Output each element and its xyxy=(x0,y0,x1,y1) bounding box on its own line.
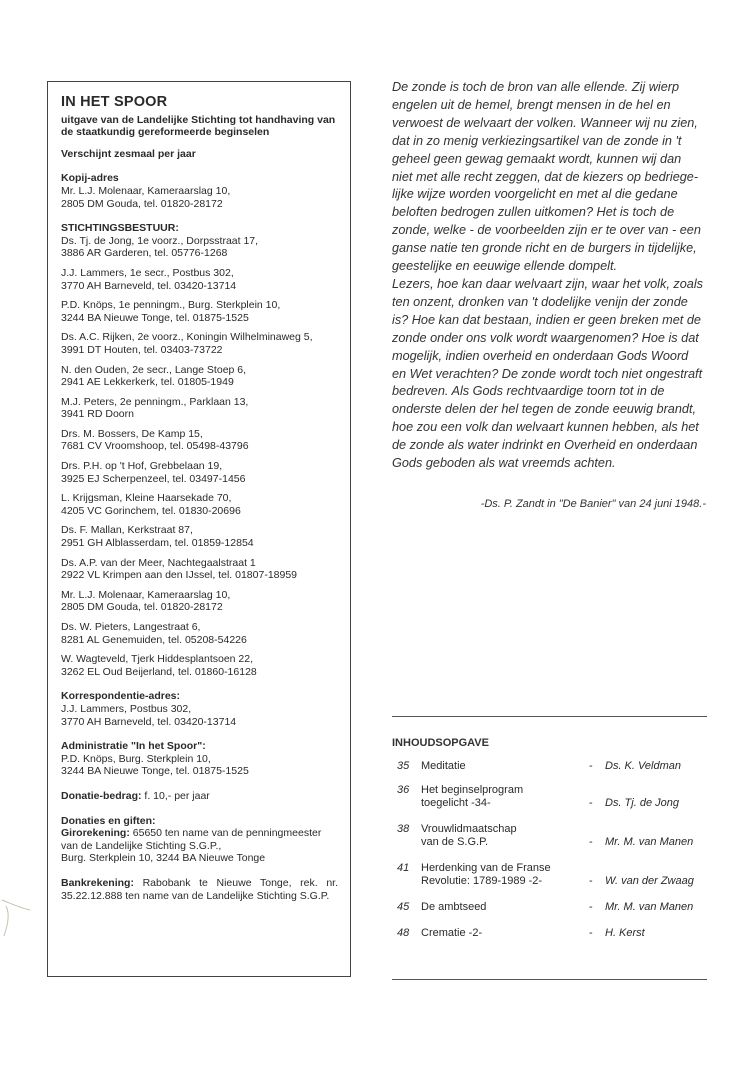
board-member xyxy=(61,460,338,485)
donation-label: Donatie-bedrag: xyxy=(61,789,142,802)
board-section xyxy=(61,222,338,678)
toc-page: 36 xyxy=(397,784,410,796)
member-line1: Drs. M. Bossers, De Kamp 15, xyxy=(61,427,203,440)
toc-entry xyxy=(392,927,712,951)
quote-line: beloften bedrogen zullen uitkomen? Het is toch de xyxy=(392,205,675,220)
administration-address xyxy=(61,740,338,778)
toc-author: Mr. M. van Manen xyxy=(605,836,694,848)
quote-attribution: -Ds. P. Zandt in "De Banier" van 24 juni 1948.- xyxy=(480,498,706,510)
member-line1: P.D. Knöps, 1e penningm., Burg. Sterkplein 10, xyxy=(61,299,281,312)
toc-author: Mr. M. van Manen xyxy=(605,901,694,913)
toc-dash: - xyxy=(589,875,593,887)
correspondence-heading: Korrespondentie-adres: xyxy=(61,690,181,703)
toc-title: De ambtseed xyxy=(421,901,487,913)
member-line2: 8281 AL Genemuiden, tel. 05208-54226 xyxy=(61,633,247,646)
toc-title-line1: Het beginselprogram xyxy=(421,784,524,796)
kopij-line1: Mr. L.J. Molenaar, Kameraarslag 10, xyxy=(61,184,231,197)
toc-title: Meditatie xyxy=(421,760,466,772)
member-line1: L. Krijgsman, Kleine Haarsekade 70, xyxy=(61,492,232,505)
quote-line: is? Hoe kan dat bestaan, indien er geen breken met de xyxy=(392,312,701,327)
toc-entry xyxy=(392,862,712,901)
quote-line: ten onzent, dronken van 't dodelijke venijn der zonde xyxy=(392,294,688,309)
donation-amount xyxy=(61,790,338,803)
member-line2: 2922 VL Krimpen aan den IJssel, tel. 01807-18959 xyxy=(61,569,298,582)
kopij-address xyxy=(61,172,338,210)
giro-text2: van de Landelijke Stichting S.G.P., xyxy=(61,839,222,852)
toc-entry xyxy=(392,784,712,823)
quote-line: ganse natie ten gronde richt en de burgers in tijdelijke, xyxy=(392,241,697,256)
board-member xyxy=(61,621,338,646)
kopij-line2: 2805 DM Gouda, tel. 01820-28172 xyxy=(61,197,223,210)
toc-page: 48 xyxy=(397,927,410,939)
donation-value: f. 10,- per jaar xyxy=(141,789,210,802)
toc-title-line2: Revolutie: 1789-1989 -2- xyxy=(421,875,543,888)
board-member xyxy=(61,589,338,614)
administration-line1: P.D. Knöps, Burg. Sterkplein 10, xyxy=(61,752,211,765)
toc-author: Ds. Tj. de Jong xyxy=(605,797,679,809)
board-member xyxy=(61,331,338,356)
member-line2: 3941 RD Doorn xyxy=(61,408,134,421)
member-line2: 3991 DT Houten, tel. 03403-73722 xyxy=(61,343,223,356)
toc-top-divider xyxy=(392,716,707,717)
quote-line: engelen uit de hemel, brengt mensen in de hel en xyxy=(392,97,671,112)
member-line2: 3886 AR Garderen, tel. 05776-1268 xyxy=(61,247,228,260)
toc-dash: - xyxy=(589,927,593,939)
member-line2: 4205 VC Gorinchem, tel. 01830-20696 xyxy=(61,504,241,517)
quote-line: lijke wijze worden voorgelicht en met al die gedane xyxy=(392,187,678,202)
giro-text1: 65650 ten name van de penningmeester xyxy=(129,827,322,840)
member-line2: 3770 AH Barneveld, tel. 03420-13714 xyxy=(61,279,237,292)
member-line2: 3262 EL Oud Beijerland, tel. 01860-16128 xyxy=(61,665,257,678)
board-member xyxy=(61,299,338,324)
quote-column xyxy=(392,79,710,473)
correspondence-address xyxy=(61,690,338,728)
masthead-subtitle: uitgave van de Landelijke Stichting tot handhaving van de staatkundig gereformeerde beginselen xyxy=(61,113,336,139)
board-member xyxy=(61,267,338,292)
toc-title-line2: van de S.G.P. xyxy=(421,836,489,849)
gifts-section xyxy=(61,815,338,865)
quote-line: zonde onder ons volk wordt waargenomen? Hoe is dat xyxy=(392,330,699,345)
toc-title-line1: Herdenking van de Franse xyxy=(421,862,551,874)
masthead-title: IN HET SPOOR xyxy=(61,94,168,110)
administration-line2: 3244 BA Nieuwe Tonge, tel. 01875-1525 xyxy=(61,765,249,778)
board-heading: STICHTINGSBESTUUR: xyxy=(61,222,179,235)
kopij-heading: Kopij-adres xyxy=(61,172,119,185)
correspondence-line1: J.J. Lammers, Postbus 302, xyxy=(61,702,192,715)
toc-page: 38 xyxy=(397,823,410,835)
board-member xyxy=(61,524,338,549)
member-line1: J.J. Lammers, 1e secr., Postbus 302, xyxy=(61,266,234,279)
bank-label: Bankrekening: xyxy=(61,876,134,889)
bank-text: Rabobank te Nieuwe Tonge, rek. nr. 35.22.12.888 ten name van de Landelijke Stichting S.G.P. xyxy=(61,876,338,902)
toc-title-line2: toegelicht -34- xyxy=(421,797,491,810)
toc-title: Crematie -2- xyxy=(421,927,483,939)
toc-bottom-divider xyxy=(392,979,707,980)
member-line1: Ds. Tj. de Jong, 1e voorz., Dorpsstraat 17, xyxy=(61,234,259,247)
toc-page: 41 xyxy=(397,862,410,874)
table-of-contents xyxy=(392,760,712,951)
toc-dash: - xyxy=(589,760,593,772)
member-line1: W. Wagteveld, Tjerk Hiddesplantsoen 22, xyxy=(61,653,254,666)
member-line1: Ds. A.C. Rijken, 2e voorz., Koningin Wilhelminaweg 5, xyxy=(61,331,313,344)
member-line1: Mr. L.J. Molenaar, Kameraarslag 10, xyxy=(61,588,231,601)
toc-author: Ds. K. Veldman xyxy=(605,760,682,772)
quote-line: de zonde als water indrinkt en Overheid en onderdaan xyxy=(392,438,698,453)
quote-line: Lezers, hoe kan daar welvaart zijn, waar het volk, zoals xyxy=(392,276,703,291)
quote-line: en Wet verachten? De zonde wordt toch niet ongestraft xyxy=(392,366,703,381)
toc-page: 45 xyxy=(397,901,410,913)
toc-dash: - xyxy=(589,901,593,913)
quote-line: dat in zo menig verkiezingsartikel van de zonde in 't xyxy=(392,133,682,148)
correspondence-line2: 3770 AH Barneveld, tel. 03420-13714 xyxy=(61,715,237,728)
member-line2: 3925 EJ Scherpenzeel, tel. 03497-1456 xyxy=(61,472,246,485)
toc-title xyxy=(421,784,589,823)
member-line1: Drs. P.H. op 't Hof, Grebbelaan 19, xyxy=(61,460,223,473)
board-member xyxy=(61,428,338,453)
toc-title-line1: Vrouwlidmaatschap xyxy=(421,823,517,835)
quote-line: mogelijk, indien overheid en onderdaan Gods Woord xyxy=(392,348,689,363)
quote-line: Gods geboden als wat vreemds achten. xyxy=(392,456,616,471)
toc-entry xyxy=(392,760,712,784)
toc-dash: - xyxy=(589,836,593,848)
board-member xyxy=(61,653,338,678)
member-line2: 3244 BA Nieuwe Tonge, tel. 01875-1525 xyxy=(61,311,249,324)
toc-author: W. van der Zwaag xyxy=(605,875,694,887)
quote-line: zonde, welke - de voorbeelden zijn er te over van - een xyxy=(392,223,701,238)
giro-label: Girorekening: xyxy=(61,827,130,840)
member-line1: Ds. F. Mallan, Kerkstraat 87, xyxy=(61,524,193,537)
board-member xyxy=(61,492,338,517)
quote-line: onderste delen der hel tegen de zonde eeuwig brandt, xyxy=(392,402,697,417)
board-member xyxy=(61,364,338,389)
member-line2: 2805 DM Gouda, tel. 01820-28172 xyxy=(61,601,223,614)
member-line1: N. den Ouden, 2e secr., Lange Stoep 6, xyxy=(61,363,247,376)
member-line1: M.J. Peters, 2e penningm., Parklaan 13, xyxy=(61,395,249,408)
board-member xyxy=(61,235,338,260)
quote-line: niet met alle recht zeggen, dat de kiezers op bedriege- xyxy=(392,169,699,184)
toc-heading: INHOUDSOPGAVE xyxy=(392,737,489,749)
quote-line: geestelijke en eeuwige ellende dompelt. xyxy=(392,259,618,274)
quote-line: geheel geen gewag gemaakt wordt, kunnen wij dan xyxy=(392,151,682,166)
toc-dash: - xyxy=(589,797,593,809)
quote-line: bedreven. Als Gods rechtvaardige toorn tot in de xyxy=(392,384,665,399)
member-line2: 2951 GH Alblasserdam, tel. 01859-12854 xyxy=(61,537,254,550)
scan-mark-icon xyxy=(0,892,40,942)
member-line2: 2941 AE Lekkerkerk, tel. 01805-1949 xyxy=(61,376,234,389)
member-line1: Ds. W. Pieters, Langestraat 6, xyxy=(61,621,201,633)
publication-frequency: Verschijnt zesmaal per jaar xyxy=(61,147,196,160)
member-line1: Ds. A.P. van der Meer, Nachtegaalstraat 1 xyxy=(61,556,256,569)
board-member xyxy=(61,396,338,421)
toc-title xyxy=(421,823,589,862)
quote-line: hoe zou een volk dan welvaart kunnen hebben, als het xyxy=(392,420,699,435)
toc-author: H. Kerst xyxy=(605,927,645,939)
member-line2: 7681 CV Vroomshoop, tel. 05498-43796 xyxy=(61,440,249,453)
toc-title xyxy=(421,862,589,901)
bank-account xyxy=(61,877,338,902)
administration-heading: Administratie "In het Spoor": xyxy=(61,740,206,753)
quote-line: verwoest de welvaart der volken. Wanneer wij nu zien, xyxy=(392,115,698,130)
toc-entry xyxy=(392,823,712,862)
gifts-heading: Donaties en giften: xyxy=(61,814,156,827)
quote-line: De zonde is toch de bron van alle ellende. Zij wierp xyxy=(392,80,680,94)
toc-entry xyxy=(392,901,712,927)
masthead-box xyxy=(47,81,351,977)
quote-text xyxy=(392,79,710,473)
board-member xyxy=(61,557,338,582)
giro-text3: Burg. Sterkplein 10, 3244 BA Nieuwe Tonge xyxy=(61,852,266,865)
toc-page: 35 xyxy=(397,760,410,772)
